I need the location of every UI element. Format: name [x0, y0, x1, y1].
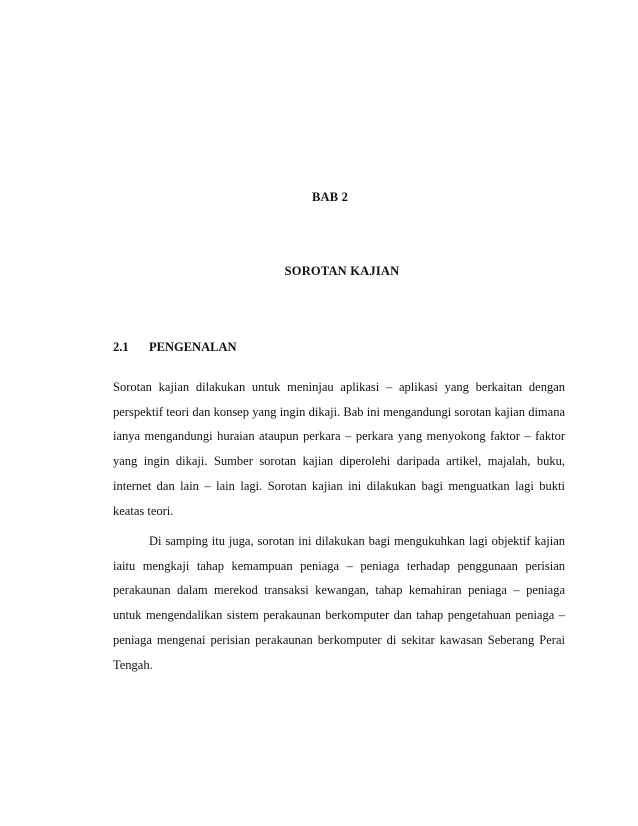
chapter-label: BAB 2	[311, 190, 349, 204]
chapter-title: SOROTAN KAJIAN	[284, 264, 400, 278]
body-paragraph-objectives: Di samping itu juga, sorotan ini dilakukan bagi mengukuhkan lagi objektif kajian iaitu mengkaji tahap kemampuan peniaga – peniaga terhadap penggunaan perisian perakaunan dalam merekod transaksi kewangan, tahap kemahiran peniaga – peniaga untuk mengendalikan sistem perakaunan berkomputer dan tahap pengetahuan peniaga – peniaga mengenai perisian perakaunan berkomputer di sekitar kawasan Seberang Perai Tengah.	[113, 534, 565, 672]
section-heading	[113, 340, 237, 355]
section-number: 2.1	[113, 340, 129, 354]
body-paragraph-introduction: Sorotan kajian dilakukan untuk meninjau aplikasi – aplikasi yang berkaitan dengan perspektif teori dan konsep yang ingin dikaji. Bab ini mengandungi sorotan kajian dimana ianya mengandungi huraian ataupun perkara – perkara yang menyokong faktor – faktor yang ingin dikaji. Sumber sorotan kajian diperolehi daripada artikel, majalah, buku, internet dan lain – lain lagi. Sorotan kajian ini dilakukan bagi menguatkan lagi bukti keatas teori.	[113, 380, 565, 518]
section-title: PENGENALAN	[149, 340, 237, 354]
